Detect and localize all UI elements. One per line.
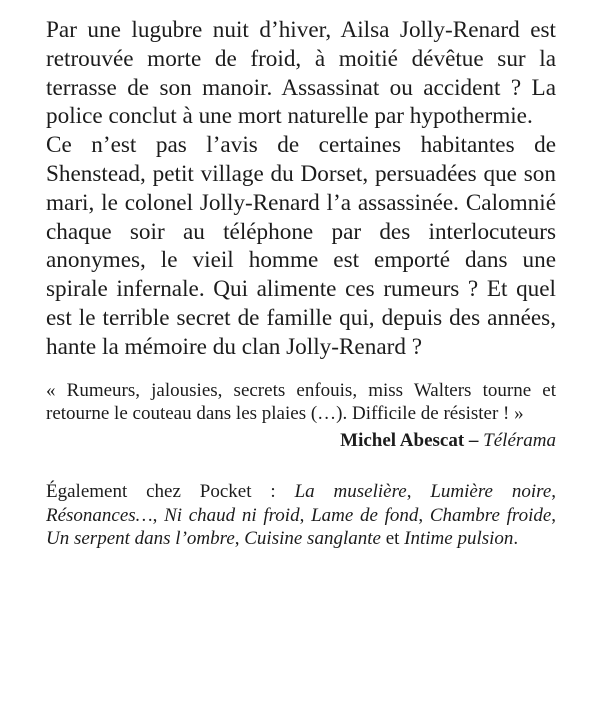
summary-paragraph-2: Ce n’est pas l’avis de certaines habitantes de Shenstead, petit village du Dorset, persuadées que son mari, le colonel Jolly-Renard l’a assassinée. Calomnié chaque soir au téléphone par des interlocuteurs anonymes, le vieil homme est emporté dans une spirale infernale. Qui alimente ces rumeurs ? Et quel est le terrible secret de famille qui, depuis des années, hante la mémoire du clan Jolly-Renard ?: [46, 132, 556, 360]
title-5: Lame de fond: [311, 504, 419, 526]
title-9: Intime pulsion: [404, 528, 514, 550]
title-3: Résonances…: [46, 504, 153, 526]
title-8: Cuisine sanglante: [244, 528, 381, 550]
title-1: La muselière: [294, 481, 407, 503]
title-6: Chambre froide: [429, 504, 552, 526]
title-4: Ni chaud ni froid: [164, 504, 300, 526]
title-7: Un serpent dans l’ombre: [46, 528, 235, 550]
separator-5: ,: [418, 504, 430, 526]
separator-4: ,: [299, 504, 312, 526]
separator-1: ,: [406, 481, 431, 503]
separator-7: ,: [234, 528, 245, 550]
review-author: Michel Abescat: [340, 429, 465, 451]
review-dash: –: [464, 429, 484, 451]
final-period: .: [513, 528, 519, 550]
also-available-intro: Également chez Pocket :: [46, 481, 295, 503]
back-cover-text: [46, 16, 556, 551]
separator-2: ,: [551, 481, 557, 503]
review-source: Télérama: [483, 429, 556, 451]
review-attribution: [46, 429, 556, 453]
conjunction: et: [380, 528, 405, 550]
separator-6: ,: [551, 504, 557, 526]
also-available-list: [46, 480, 556, 551]
summary-paragraph-1: Par une lugubre nuit d’hiver, Ailsa Jolly-Renard est retrouvée morte de froid, à moitié dévêtue sur la terrasse de son manoir. Assassinat ou accident ? La police conclut à une mort naturelle par hypothermie.: [46, 17, 556, 130]
title-2: Lumière noire: [430, 481, 552, 503]
review-quote: « Rumeurs, jalousies, secrets enfouis, miss Walters tourne et retourne le couteau dans les plaies (…). Difficile de résister ! »: [46, 379, 556, 425]
separator-3: ,: [152, 504, 165, 526]
